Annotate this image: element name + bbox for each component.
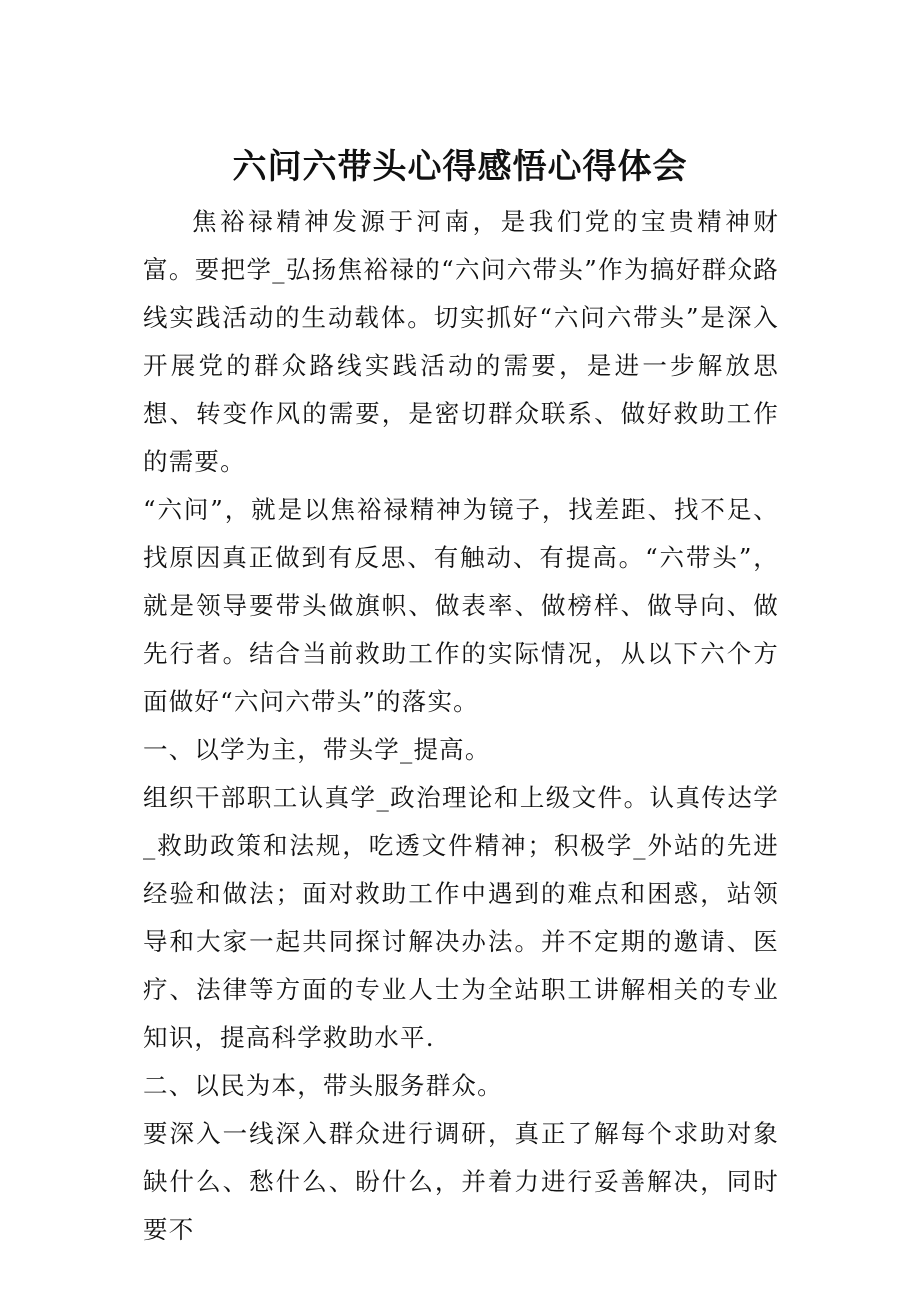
paragraph-definition: “六问”，就是以焦裕禄精神为镜子，找差距、找不足、找原因真正做到有反思、有触动、有提高。“六带头”，就是领导要带头做旗帜、做表率、做榜样、做导向、做先行者。结合当前救助工作的实际情况，从以下六个方面做好“六问六带头”的落实。: [143, 495, 779, 716]
section-heading-2: 二、以民为本，带头服务群众。: [143, 1071, 503, 1100]
paragraph-intro: 焦裕禄精神发源于河南，是我们党的宝贵精神财富。要把学_弘扬焦裕禄的“六问六带头”作为搞好群众路线实践活动的生动载体。切实抓好“六问六带头”是深入开展党的群众路线实践活动的需要，是进一步解放思想、转变作风的需要，是密切群众联系、做好救助工作的需要。: [143, 207, 779, 476]
document-body: [143, 198, 779, 1254]
paragraph-section-2: 要深入一线深入群众进行调研，真正了解每个求助对象缺什么、愁什么、盼什么，并着力进行妥善解决，同时要不: [143, 1119, 779, 1244]
document-title: 六问六带头心得感悟心得体会: [232, 147, 688, 187]
paragraph-section-1: 组织干部职工认真学_政治理论和上级文件。认真传达学_救助政策和法规，吃透文件精神；积极学_外站的先进经验和做法；面对救助工作中遇到的难点和困惑，站领导和大家一起共同探讨解决办法。并不定期的邀请、医疗、法律等方面的专业人士为全站职工讲解相关的专业知识，提高科学救助水平.: [143, 783, 779, 1052]
section-heading-1: 一、以学为主，带头学_提高。: [143, 735, 491, 764]
